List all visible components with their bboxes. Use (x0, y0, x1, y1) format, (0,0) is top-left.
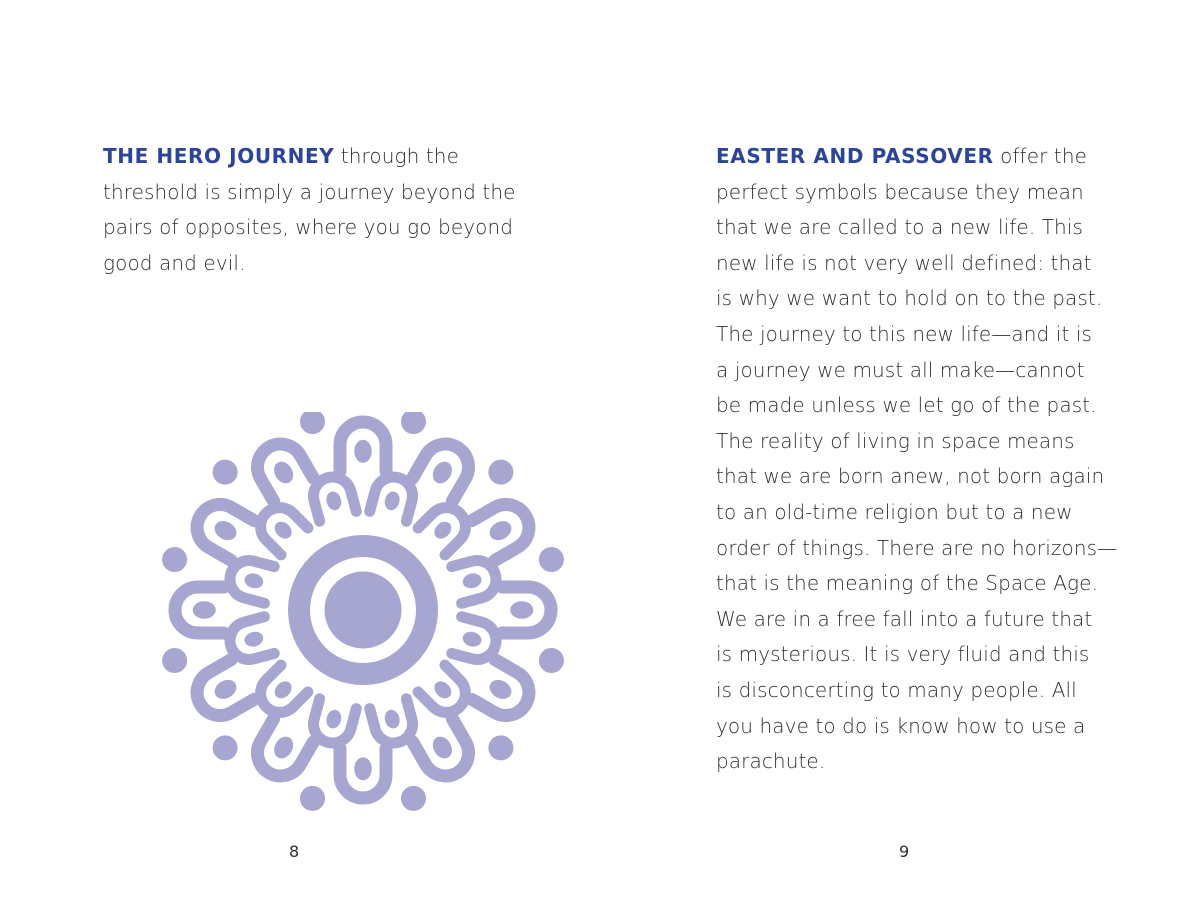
mandala-petal-dot (355, 440, 372, 462)
mandala-rim-dot (539, 649, 563, 673)
right-quote (716, 139, 1156, 780)
mandala-rim-dot (539, 548, 563, 572)
mandala-rim-dot (163, 649, 187, 673)
mandala-petal-dot (272, 679, 294, 701)
mandala-petal-dot (487, 518, 514, 543)
mandala-rim-dot (402, 786, 426, 810)
right-quote-text: offer the (993, 144, 1088, 168)
right-quote-line: is disconcerting to many people. All (716, 677, 1077, 702)
right-quote-line-1 (716, 139, 1156, 175)
mandala-petal-dot (271, 459, 296, 486)
right-quote-line: that we are called to a new life. This (716, 215, 1084, 240)
mandala-flower-illustration (151, 412, 576, 827)
mandala-rim-dot (301, 412, 325, 434)
left-quote-line: pairs of opposites, where you go beyond (103, 215, 514, 240)
mandala-petal-dot (462, 630, 483, 648)
right-quote-line: order of things. There are no horizons— (716, 535, 1118, 560)
mandala-petal-dot (212, 518, 239, 543)
mandala-rim-dot (489, 736, 513, 760)
page-number: 8 (289, 842, 300, 861)
mandala-petal-dot (243, 630, 264, 648)
left-quote-lead: THE HERO JOURNEY (103, 144, 335, 168)
mandala-petal-dot (430, 459, 455, 486)
right-quote-line: that is the meaning of the Space Age. (716, 571, 1098, 596)
mandala-petal-dot (325, 490, 343, 511)
mandala-petal-dot (325, 709, 343, 730)
mandala-petal-dot (430, 734, 455, 761)
page-number: 9 (899, 842, 910, 861)
right-quote-line: We are in a free fall into a future that (716, 606, 1093, 631)
right-quote-line: is why we want to hold on to the past. (716, 286, 1103, 311)
mandala-rim-dot (213, 460, 237, 484)
left-quote-line-1 (103, 139, 543, 175)
left-quote-line: good and evil. (103, 250, 246, 275)
right-page (600, 0, 1200, 900)
right-quote-line: parachute. (716, 749, 826, 774)
mandala-petal-dot (511, 602, 533, 619)
mandala-petal-dot (383, 709, 401, 730)
left-quote-line: threshold is simply a journey beyond the (103, 179, 516, 204)
mandala-petal-dot (212, 677, 239, 702)
mandala-rim-dot (489, 460, 513, 484)
right-quote-line: The reality of living in space means (716, 428, 1075, 453)
mandala-petal-dot (271, 734, 296, 761)
right-quote-line: to an old-time religion but to a new (716, 499, 1073, 524)
mandala-petal-dot (355, 758, 372, 780)
right-quote-line: is mysterious. It is very fluid and this (716, 642, 1090, 667)
mandala-rim-dot (163, 548, 187, 572)
mandala-petal-dot (462, 572, 483, 590)
right-quote-line: a journey we must all make—cannot (716, 357, 1085, 382)
mandala-petal-dot (432, 679, 454, 701)
left-quote-text: through the (334, 144, 459, 168)
right-quote-line: new life is not very well defined: that (716, 250, 1092, 275)
mandala-petal-dot (383, 490, 401, 511)
right-quote-lead: EASTER AND PASSOVER (716, 144, 994, 168)
mandala-center-dot (325, 572, 401, 648)
mandala-rim-dot (402, 412, 426, 434)
mandala-petal-dot (193, 602, 215, 619)
mandala-petal-dot (272, 519, 294, 541)
right-quote-line: that we are born anew, not born again (716, 464, 1105, 489)
right-quote-line: The journey to this new life—and it is (716, 321, 1093, 346)
right-quote-line: you have to do is know how to use a (716, 713, 1086, 738)
mandala-rim-dot (301, 786, 325, 810)
mandala-petal-dot (432, 519, 454, 541)
right-quote-line: be made unless we let go of the past. (716, 393, 1097, 418)
left-quote (103, 139, 543, 281)
mandala-petal-dot (487, 677, 514, 702)
mandala-rim-dot (213, 736, 237, 760)
mandala-petal-dot (243, 572, 264, 590)
right-quote-line: perfect symbols because they mean (716, 179, 1084, 204)
